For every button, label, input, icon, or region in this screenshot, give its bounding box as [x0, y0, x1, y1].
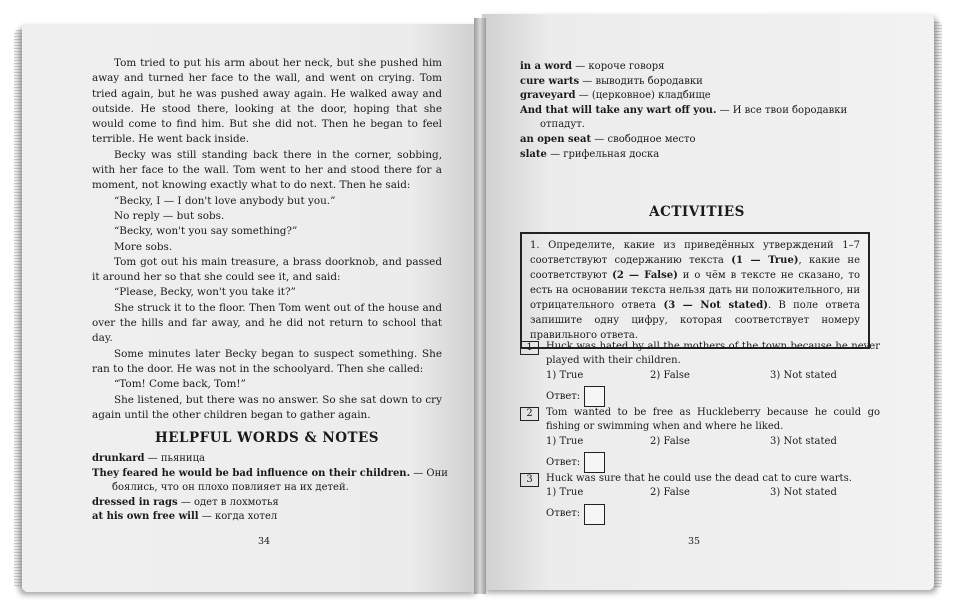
note-definition-continued: отпадут. — [540, 119, 585, 131]
question-text: Huck was sure that he could use the dead cat to cure warts. — [546, 473, 852, 484]
note-sep: — — [546, 148, 564, 160]
option-false: 2) False — [650, 487, 690, 499]
note-definition: одет в лохмотья — [194, 496, 279, 508]
task-instructions-box — [520, 232, 870, 349]
answer-box[interactable] — [584, 452, 605, 473]
note-definition: короче говоря — [588, 61, 665, 72]
task-option-false: (2 — False) — [612, 270, 678, 281]
helpful-words-list — [92, 452, 452, 525]
right-page — [482, 14, 934, 590]
option-true: 1) True — [546, 369, 584, 381]
note-term: cure warts — [520, 75, 580, 87]
note-term: And that will take any wart off you. — [520, 104, 717, 116]
story-paragraph: She listened, but there was no answer. So she sat down to cry again until the other children began to gather again. — [92, 393, 442, 421]
page-number-right: 35 — [688, 536, 701, 547]
helpful-words-heading: HELPFUL WORDS & NOTES — [154, 430, 380, 446]
question-2 — [520, 406, 880, 473]
note-entry — [92, 496, 452, 511]
note-sep: — — [410, 467, 427, 479]
note-entry — [92, 510, 452, 525]
note-entry — [92, 452, 452, 467]
story-paragraph: “Please, Becky, won't you take it?” — [114, 286, 296, 299]
answer-box[interactable] — [584, 504, 605, 525]
option-not-stated: 3) Not stated — [770, 487, 837, 499]
story-paragraph: “Becky, won't you say something?” — [114, 225, 298, 238]
question-1 — [520, 340, 880, 407]
note-sep: — — [579, 75, 596, 87]
notes-continued-list — [520, 60, 880, 162]
activities-heading: ACTIVITIES — [649, 204, 745, 220]
option-true: 1) True — [546, 487, 584, 499]
question-options — [546, 435, 880, 449]
answer-box[interactable] — [584, 386, 605, 407]
note-entry — [92, 467, 452, 482]
story-paragraph: “Tom! Come back, Tom!” — [114, 378, 246, 391]
story-paragraph: Tom got out his main treasure, a brass doorknob, and passed it around her so that she could see it, and said: — [92, 255, 442, 284]
task-option-not-stated: (3 — Not stated) — [663, 300, 768, 311]
option-true: 1) True — [546, 435, 584, 447]
task-text: , какие не соответствуют — [530, 255, 861, 281]
note-entry — [520, 89, 880, 104]
question-text: Tom wanted to be free as Huckleberry because he could go fishing or swimming when and where he liked. — [546, 407, 880, 433]
note-definition: Они — [426, 467, 448, 479]
note-sep: — — [144, 453, 161, 464]
note-sep: — — [572, 61, 589, 72]
story-paragraph: More sobs. — [114, 240, 173, 253]
option-not-stated: 3) Not stated — [770, 435, 837, 447]
answer-row — [546, 504, 880, 525]
story-paragraph: She struck it to the floor. Then Tom went out of the house and over the hills and far away, and he did not return to school that day. — [92, 301, 442, 345]
note-term: They feared he would be bad influence on their children. — [92, 467, 411, 479]
page-edges-left — [14, 30, 22, 588]
note-definition: когда хотел — [214, 511, 278, 523]
note-definition: грифельная доска — [563, 148, 660, 160]
question-number: 2 — [520, 407, 539, 421]
note-entry — [520, 133, 880, 148]
story-paragraph: Some minutes later Becky began to suspect something. She ran to the door. He was not in the schoolyard. Then she called: — [92, 347, 442, 375]
note-definition: И все твои бородавки — [732, 104, 848, 116]
story-text — [92, 56, 442, 423]
note-entry — [520, 60, 880, 75]
note-sep: — — [716, 104, 733, 116]
note-term: slate — [520, 148, 547, 160]
answer-row — [546, 452, 880, 473]
answer-label: Ответ: — [546, 456, 581, 468]
question-text: Huck was hated by all the mothers of the town because he never played with their children. — [546, 341, 880, 367]
note-term: in a word — [520, 61, 573, 72]
note-entry — [520, 75, 880, 90]
option-false: 2) False — [650, 435, 690, 447]
note-sep: — — [591, 133, 608, 145]
note-definition: (церковное) кладбище — [591, 90, 711, 102]
story-paragraph: No reply — but sobs. — [114, 209, 225, 222]
option-false: 2) False — [650, 369, 690, 381]
story-paragraph: “Becky, I — I don't love anybody but you.” — [114, 194, 336, 207]
task-text: и о чём в тексте не сказано, то есть на основании текста нельзя дать ни положительного, ни отрицательного ответа — [530, 270, 860, 311]
question-3 — [520, 472, 880, 525]
note-definition: выводить бородавки — [595, 75, 703, 87]
question-options — [546, 486, 880, 500]
story-paragraph: Becky was still standing back there in the corner, sobbing, with her face to the wall. Tom went to her and stood there for a moment, not knowing exactly what to do next. Then he said: — [92, 148, 442, 192]
answer-label: Ответ: — [546, 390, 581, 402]
task-text: . В поле ответа запишите одну цифру, которая соответствует номеру правильного ответа. — [530, 300, 861, 341]
page-number-left: 34 — [258, 536, 271, 547]
question-number: 1 — [520, 341, 539, 355]
note-sep: — — [177, 496, 194, 508]
answer-row — [546, 386, 880, 407]
note-term: graveyard — [520, 90, 576, 102]
note-definition: свободное место — [607, 133, 696, 145]
task-text: 1. Определите, какие из приведённых утверждений 1–7 соответствуют содержанию текста — [530, 240, 860, 266]
note-sep: — — [198, 511, 215, 523]
note-definition-continued: боялись, что он плохо повлияет на их детей. — [112, 482, 349, 494]
note-definition: пьяница — [160, 453, 205, 464]
option-not-stated: 3) Not stated — [770, 369, 837, 381]
page-edges-right — [934, 22, 942, 588]
question-options — [546, 369, 880, 383]
note-term: at his own free will — [92, 511, 199, 523]
story-paragraph: Tom tried to put his arm about her neck, but she pushed him away and turned her face to the wall, and went on crying. Tom tried again, but he was pushed away again. He walked away and outside. He stood there, looking at the door, hoping that she would come to find him. But she did not. Then he began to feel terrible. He went back inside. — [92, 57, 442, 146]
note-term: an open seat — [520, 133, 592, 145]
answer-label: Ответ: — [546, 508, 581, 520]
note-sep: — — [575, 90, 592, 102]
task-option-true: (1 — True) — [731, 255, 799, 266]
question-number: 3 — [520, 473, 539, 487]
note-term: drunkard — [92, 453, 145, 464]
note-entry — [520, 148, 880, 163]
note-entry — [520, 104, 880, 119]
left-page — [22, 24, 478, 592]
book-spine-gutter — [474, 18, 486, 594]
note-term: dressed in rags — [92, 496, 178, 508]
